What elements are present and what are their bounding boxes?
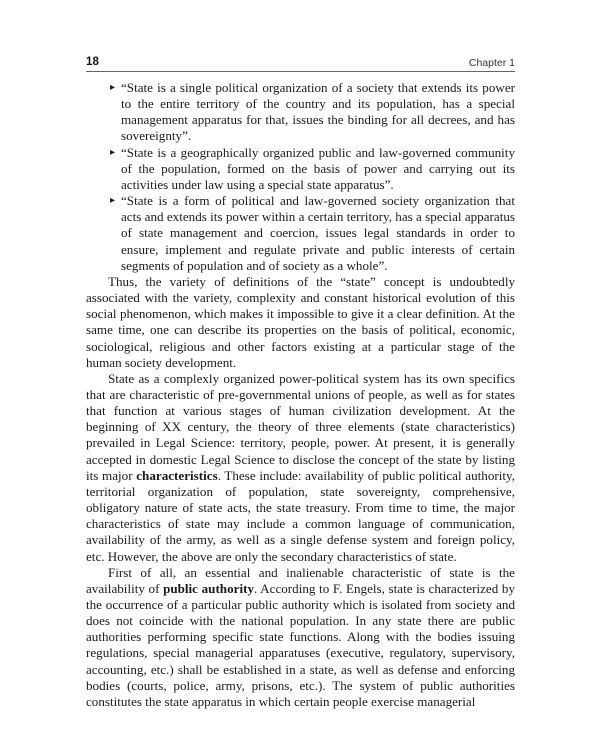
body-text-block <box>86 80 515 710</box>
paragraph-thus-variety: Thus, the variety of definitions of the “state” concept is undoubtedly associated with the variety, complexity and constant historical evolution of this social phenomenon, which makes it impossible to give it a clear definition. At the same time, one can describe its properties on the basis of political, economic, sociological, religious and other factors existing at a particular stage of the human society development. <box>86 273 515 370</box>
paragraph-text-segment: First of all, an essential and inalienable characteristic of state is the availability of <box>86 564 515 596</box>
emphasis-characteristics: characteristics <box>136 467 218 483</box>
list-item-text: “State is a geographically organized public and law-governed community of the population, formed on the basis of power and carrying out its activities under law using a special state apparatus”. <box>121 144 515 192</box>
page-number: 18 <box>86 55 99 68</box>
paragraph-first-of-all <box>86 565 515 710</box>
list-item-text: “State is a single political organization of a society that extends its power to the entire territory of the country and its population, has a special management apparatus for that, issues the binding for all decrees, and has sovereignty”. <box>121 80 515 144</box>
triangle-bullet-icon: ▸ <box>110 195 116 207</box>
paragraph-state-as-system <box>86 371 515 565</box>
list-item-text: “State is a form of political and law-governed society organization that acts and extends its power within a certain territory, has a special apparatus of state management and coercion, issues legal standards in order to ensure, implement and regulate private and public interests of certain segments of population and of society as a whole”. <box>121 193 515 273</box>
paragraph-text-segment: . These include: availability of public political authority, territorial organization of population, state sovereignty, comprehensive, obligatory nature of state acts, the state treasury. From time to time, the major characteristics of state may include a common language of communication, availability of the army, as well as a single defense system and foreign policy, etc. However, the above are only the secondary characteristics of state. <box>86 467 515 564</box>
triangle-bullet-icon: ▸ <box>110 146 116 158</box>
paragraph-text-segment: State as a complexly organized power-political system has its own specifics that are characteristic of pre-governmental unions of people, as well as for states that function at various stages of human civilization development. At the beginning of XX century, the theory of three elements (state characteristics) prevailed in Legal Science: territory, people, power. At present, it is generally accepted in domestic Legal Science to disclose the concept of the state by listing its major <box>86 370 515 483</box>
paragraph-text-segment: . According to F. Engels, state is characterized by the occurrence of a particular public authority which is isolated from society and does not coincide with the national population. In any state there are public authorities performing specific state functions. Along with the bodies issuing regulations, special managerial apparatuses (executive, regulatory, supervisory, accounting, etc.) shall be established in a state, as well as defense and enforcing bodies (courts, police, army, prisons, etc.). The system of public authorities constitutes the state apparatus in which certain people exercise managerial <box>86 580 515 709</box>
list-item <box>86 145 515 193</box>
list-item <box>86 193 515 274</box>
definitions-bullet-list <box>86 80 515 274</box>
chapter-label: Chapter 1 <box>468 56 515 69</box>
triangle-bullet-icon: ▸ <box>110 82 116 93</box>
running-head <box>86 48 515 72</box>
emphasis-public-authority: public authority <box>163 580 254 596</box>
list-item <box>86 80 515 145</box>
